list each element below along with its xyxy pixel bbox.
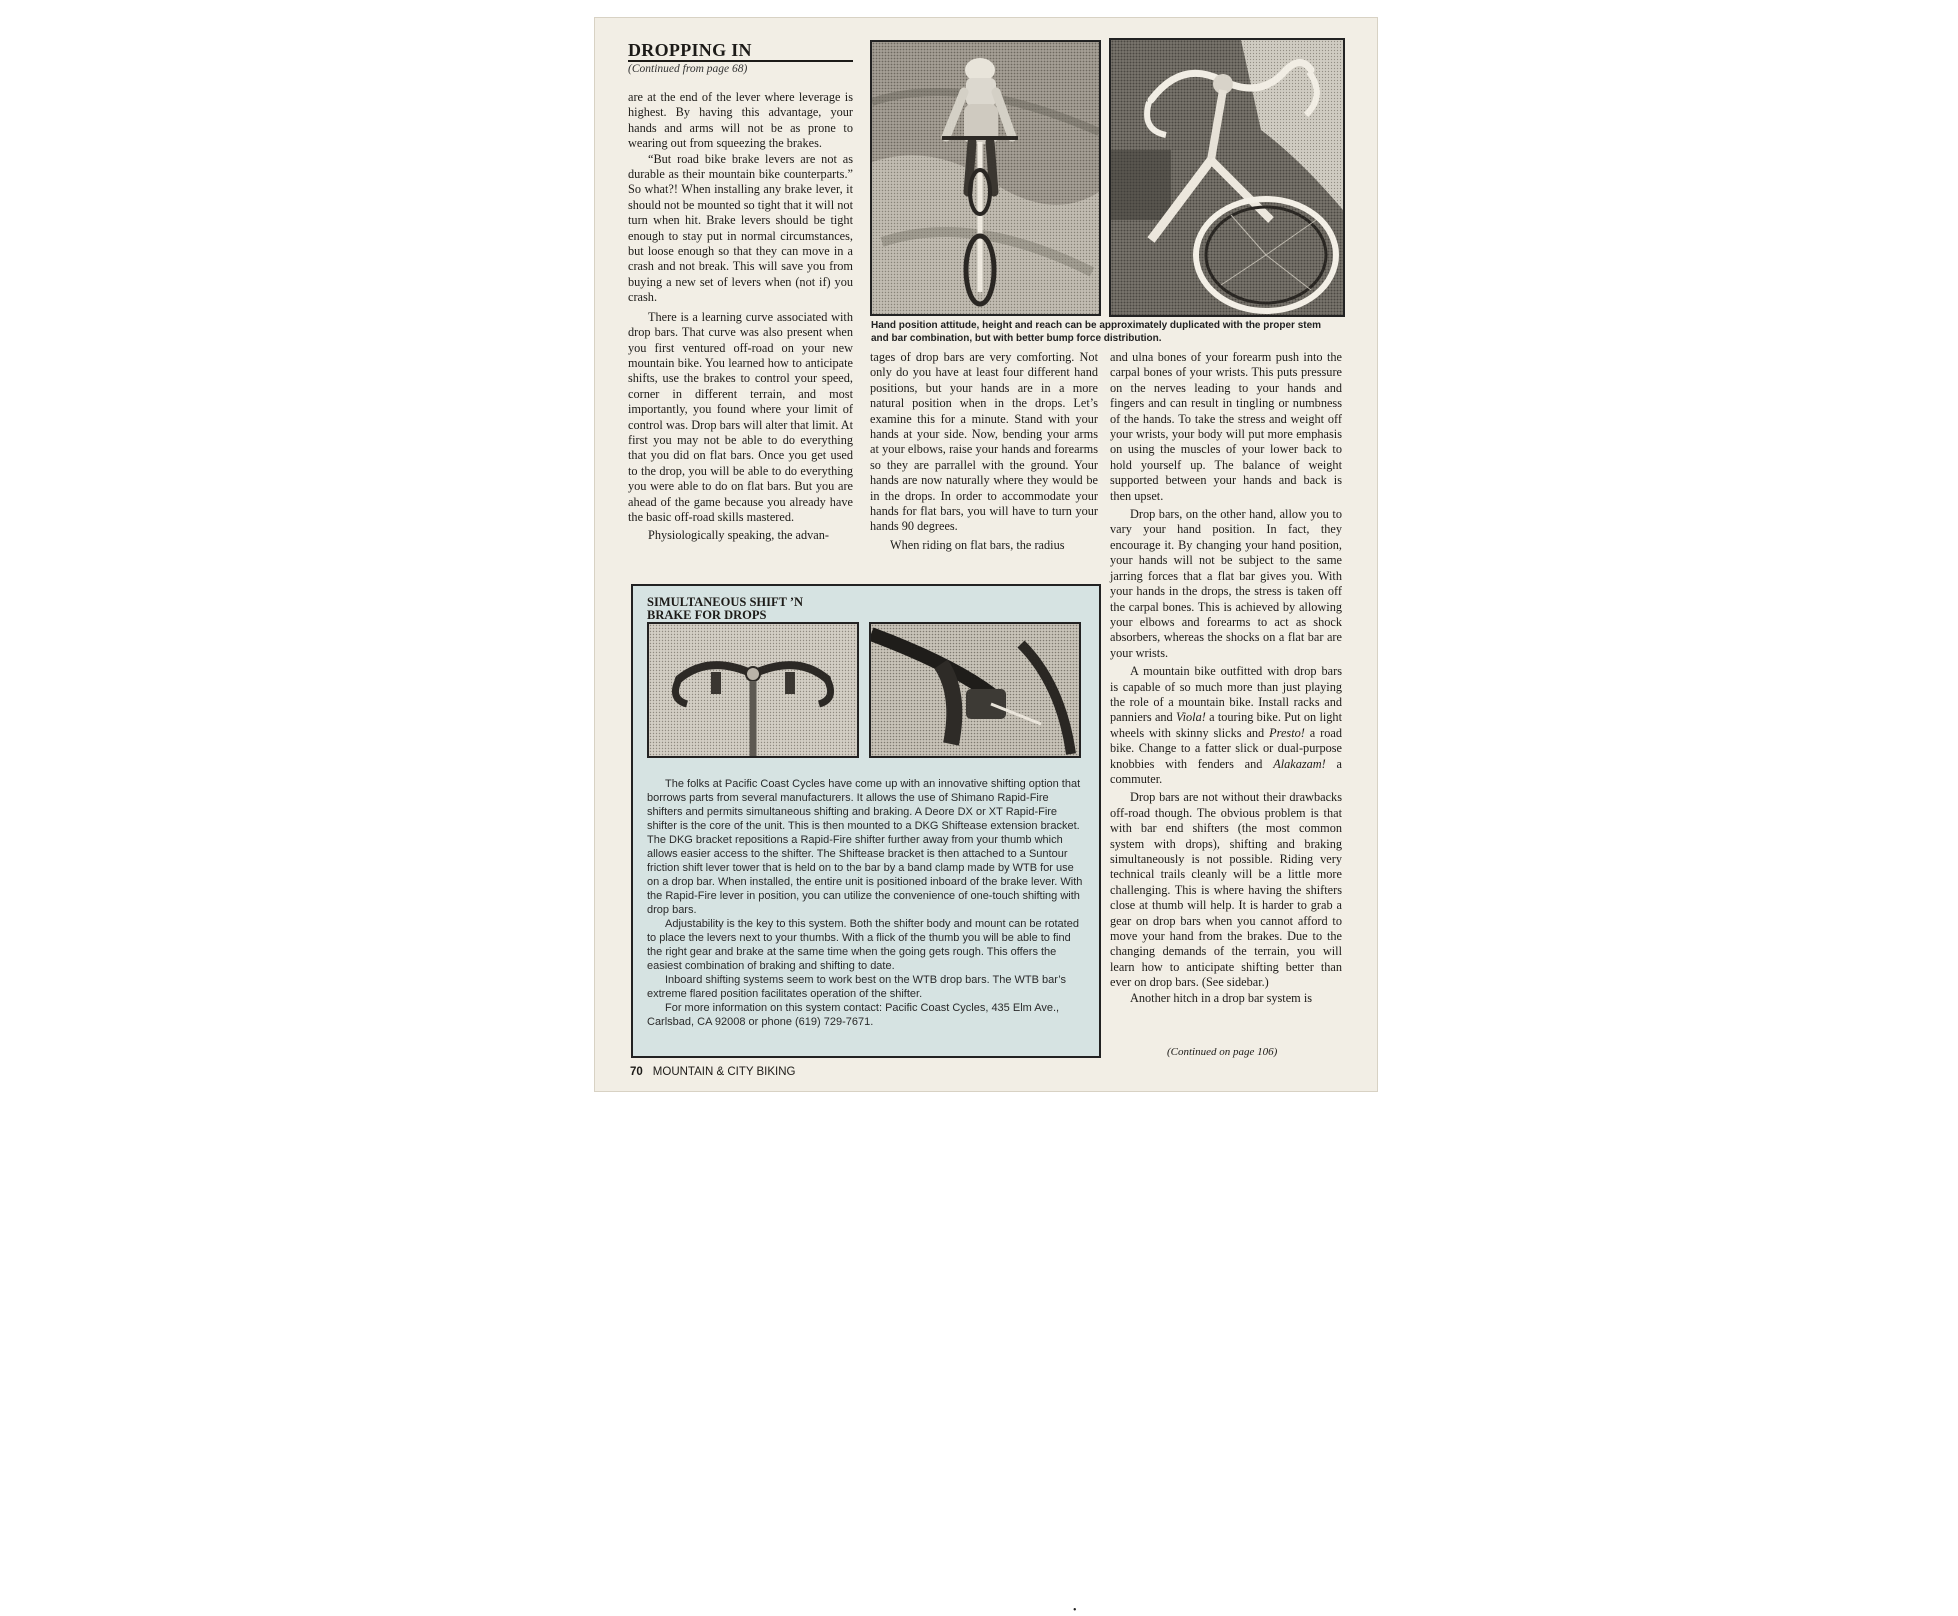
emphasis-viola: Viola! — [1175, 710, 1206, 725]
text-column-1 — [628, 90, 853, 544]
continued-from: (Continued from page 68) — [628, 63, 748, 75]
paragraph: are at the end of the lever where leverage is highest. By having this advantage, your hands and arms will not be as prone to wearing out from squeezing the brakes. — [628, 90, 853, 151]
paragraph — [1110, 664, 1342, 787]
magazine-page — [595, 18, 1377, 1616]
text-column-3 — [1110, 350, 1342, 1006]
text-column-2 — [870, 350, 1098, 553]
emphasis-presto: Presto! — [1269, 725, 1305, 740]
paragraph: Adjustability is the key to this system. Both the shifter body and mount can be rotated to place the levers next to your thumbs. With a flick of the thumb you will be able to find the right gear and brake at the same time when the going gets rough. This offers the easiest combination of braking and shifting to date. — [647, 918, 1079, 972]
magazine-name: MOUNTAIN & CITY BIKING — [652, 1066, 796, 1078]
end-mark: • — [1073, 1605, 1077, 1616]
paragraph: There is a learning curve associated with drop bars. That curve was also present when you first ventured off-road on your new mountain bike. You learned how to anticipate shifts, use the brakes to control your speed, corner in different terrain, and most importantly, you found where your limit of control was. Drop bars will alter that limit. At first you may not be able to do everything that you did on flat bars. Once you get used to the drop, you will be able to do everything you were able to do on flat bars. But you are ahead of the game because you already have the basic off-road skills mastered. — [628, 309, 853, 524]
photo-drop-bar-bike — [1109, 38, 1345, 317]
sidebar-title-line: SIMULTANEOUS SHIFT ’N — [647, 595, 804, 609]
handlebar-photo-illustration — [649, 624, 857, 756]
sidebar-title — [647, 596, 803, 622]
text-run: a commuter. — [1110, 756, 1342, 786]
article-title: DROPPING IN — [628, 40, 752, 60]
paragraph: Physiologically speaking, the advan- — [648, 528, 830, 543]
paragraph: When riding on flat bars, the radius — [890, 537, 1065, 552]
paragraph: Drop bars are not without their drawbacks off-road though. The obvious problem is that with bar end shifters (the most common system with drops), shifting and braking simultaneously is not possible. Riding very technical trails cleanly will be a little more challenging. This is where having the shifters close at thumb will help. It is harder to grab a gear on drop bars when you cannot afford to move your hand from the brakes. Due to the changing demands of the terrain, you will learn how to anticipate shifting better than ever on drop bars. (See sidebar.) — [1110, 790, 1342, 990]
page-footer — [630, 1066, 796, 1078]
text-run: a road bike. Change to a fatter slick or dual-purpose knobbies with fenders and — [1110, 725, 1342, 771]
shifter-photo-illustration — [871, 624, 1079, 756]
continued-on: (Continued on page 106) — [1167, 1046, 1278, 1058]
text-run: a touring bike. Put on light wheels with skinny slicks and — [1110, 710, 1342, 740]
paragraph: Inboard shifting systems seem to work best on the WTB drop bars. The WTB bar’s extreme flared position facilitates operation of the shifter. — [647, 974, 1067, 1000]
paragraph: The folks at Pacific Coast Cycles have come up with an innovative shifting option that borrows parts from several manufacturers. It allows the use of Shimano Rapid-Fire shifters and permits simultaneous shifting and braking. A Deore DX or XT Rapid-Fire shifter is the core of the unit. This is then mounted to a DKG Shiftease extension bracket. The DKG bracket repositions a Rapid-Fire shifter further away from your thumb which allows easier access to the shifter. The Shiftease bracket is then attached to a Suntour friction shift lever tower that is held on to the bar by a band clamp made by WTB for use on a drop bar. When installed, the entire unit is positioned inboard of the brake lever. With the Rapid-Fire lever in position, you can utilize the convenience of one-touch shifting with drop bars. — [647, 778, 1083, 916]
paragraph: Drop bars, on the other hand, allow you to vary your hand position. In fact, they encourage it. By changing your hand position, your hands will not be subject to the same jarring forces that a flat bar gives you. With your hands in the drops, the stress is taken off the carpal bones. This is achieved by allowing your elbows and forearms to act as shock absorbers, whereas the shocks on a flat bar are your wrists. — [1110, 507, 1342, 660]
article-header — [628, 40, 853, 62]
photo-handlebar-shifters — [647, 622, 859, 758]
paragraph: For more information on this system contact: Pacific Coast Cycles, 435 Elm Ave., Carlsbad, CA 92008 or phone (619) 729-7671. — [647, 1002, 1060, 1028]
emphasis-alakazam: Alakazam! — [1273, 756, 1326, 771]
paragraph: tages of drop bars are very comforting. Not only do you have at least four different hand positions, but your hands are in a more natural position when in the drops. Let’s examine this for a minute. Stand with your hands at your side. Now, bending your arms at your elbows, raise your hands and forearms so they are parrallel with the ground. Your hands are now naturally where they would be in the drops. In order to accommodate your hands for flat bars, you will have to turn your hands 90 degrees. — [870, 350, 1098, 534]
photo-caption: Hand position attitude, height and reach can be approximately duplicated with the proper stem and bar combination, but with better bump force distribution. — [871, 320, 1322, 344]
text-run: A mountain bike outfitted with drop bars is capable of so much more than just playing the role of a mountain bike. Install racks and panniers and — [1110, 664, 1342, 725]
bike-photo-illustration — [1111, 40, 1343, 315]
paragraph: and ulna bones of your forearm push into the carpal bones of your wrists. This puts pressure on the nerves leading to your hands and fingers and can result in tingling or numbness of the hands. To take the stress and weight off your wrists, your body will put more emphasis on using the muscles of your lower back to hold yourself up. The balance of weight supported between your hands and back is then upset. — [1110, 350, 1342, 503]
sidebar-title-line: BRAKE FOR DROPS — [647, 608, 767, 622]
photo-shifter-closeup — [869, 622, 1081, 758]
paragraph: “But road bike brake levers are not as durable as their mountain bike counterparts.” So what?! When installing any brake lever, it should not be mounted so tight that it will not turn when hit. Brake levers should be tight enough to stay put in normal circumstances, but loose enough so that they can move in a crash and not break. This will save you from buying a new set of levers when (not if) you crash. — [628, 151, 853, 305]
photo-rider-descending — [870, 40, 1101, 316]
rider-photo-illustration — [872, 42, 1099, 314]
page-number: 70 — [630, 1066, 643, 1078]
sidebar-body — [647, 777, 1087, 1029]
paragraph: Another hitch in a drop bar system is — [1130, 990, 1313, 1005]
